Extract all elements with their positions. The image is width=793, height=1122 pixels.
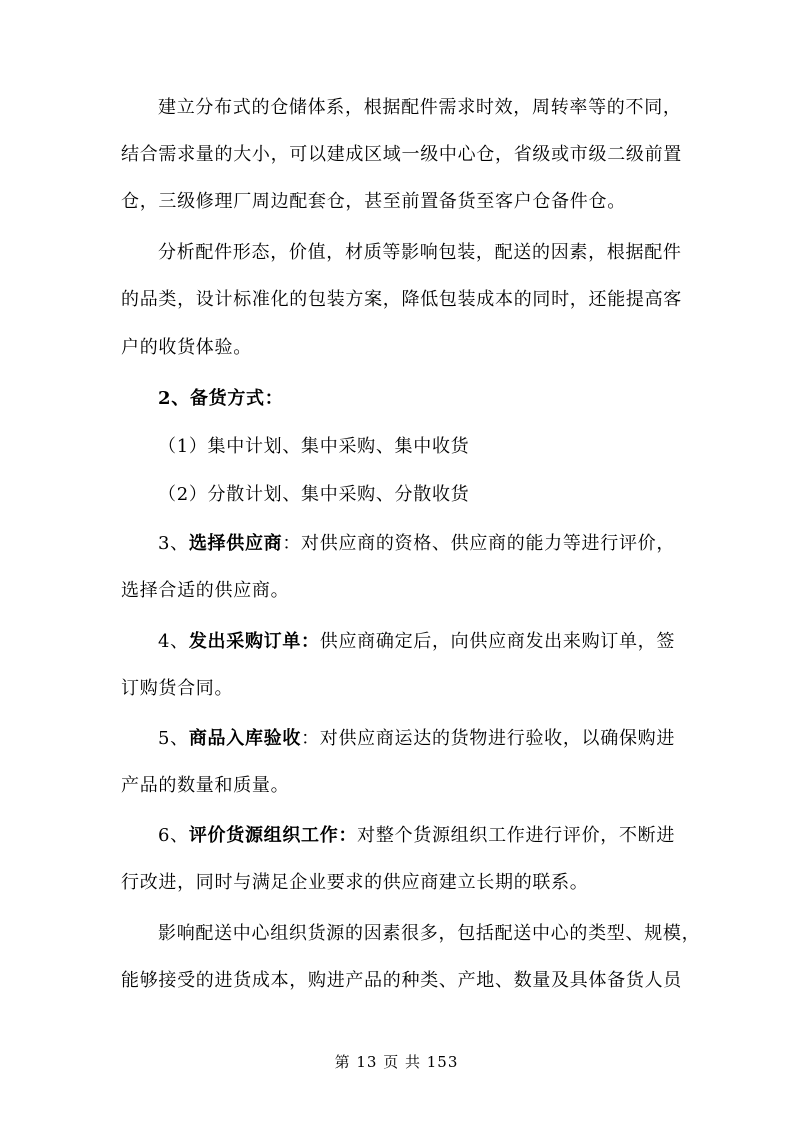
section-text: ：对供应商的资格、供应商的能力等进行评价，	[282, 533, 676, 554]
section-number: 3、	[158, 533, 189, 554]
list-item: （2）分散计划、集中采购、分散收货	[158, 484, 470, 505]
paragraph-line: 的品类，设计标准化的包装方案，降低包装成本的同时，还能提高客	[121, 289, 682, 310]
section-title: 商品入库验收	[188, 728, 302, 749]
section-text: 对整个货源组织工作进行评价，不断进	[357, 825, 676, 846]
section-line	[158, 724, 681, 754]
section-line	[158, 821, 681, 851]
paragraph-line: 行改进，同时与满足企业要求的供应商建立长期的联系。	[121, 872, 589, 893]
paragraph-line: 户的收货体验。	[121, 337, 252, 358]
section-title: 发出采购订单：	[188, 631, 320, 652]
section-line	[158, 627, 681, 657]
paragraph-line: 分析配件形态，价值，材质等影响包装，配送的因素，根据配件	[158, 242, 682, 263]
paragraph-line: 选择合适的供应商。	[121, 580, 290, 601]
paragraph-line: 建立分布式的仓储体系，根据配件需求时效，周转率等的不同，	[158, 97, 682, 118]
paragraph-line: 订购货合同。	[121, 678, 234, 699]
paragraph-line: 仓，三级修理厂周边配套仓，甚至前置备货至客户仓备件仓。	[121, 191, 626, 212]
paragraph-line: 能够接受的进货成本，购进产品的种类、产地、数量及具体备货人员	[121, 970, 682, 991]
paragraph-line: 影响配送中心组织货源的因素很多，包括配送中心的类型、规模，	[158, 923, 701, 944]
section-title: 选择供应商	[188, 533, 283, 554]
section-number: 6、	[158, 825, 189, 846]
section-heading: 2、备货方式：	[158, 388, 284, 409]
paragraph-line: 产品的数量和质量。	[121, 775, 290, 796]
section-title: 评价货源组织工作：	[188, 825, 358, 846]
section-text: 供应商确定后，向供应商发出来购订单，签	[319, 631, 676, 652]
section-line	[158, 529, 681, 559]
section-number: 4、	[158, 631, 189, 652]
page-number-footer: 第 13 页 共 153	[334, 1053, 459, 1071]
section-number: 5、	[158, 728, 189, 749]
paragraph-line: 结合需求量的大小，可以建成区域一级中心仓，省级或市级二级前置	[121, 144, 682, 165]
list-item: （1）集中计划、集中采购、集中收货	[158, 436, 470, 457]
section-text: ：对供应商运达的货物进行验收，以确保购进	[301, 728, 676, 749]
